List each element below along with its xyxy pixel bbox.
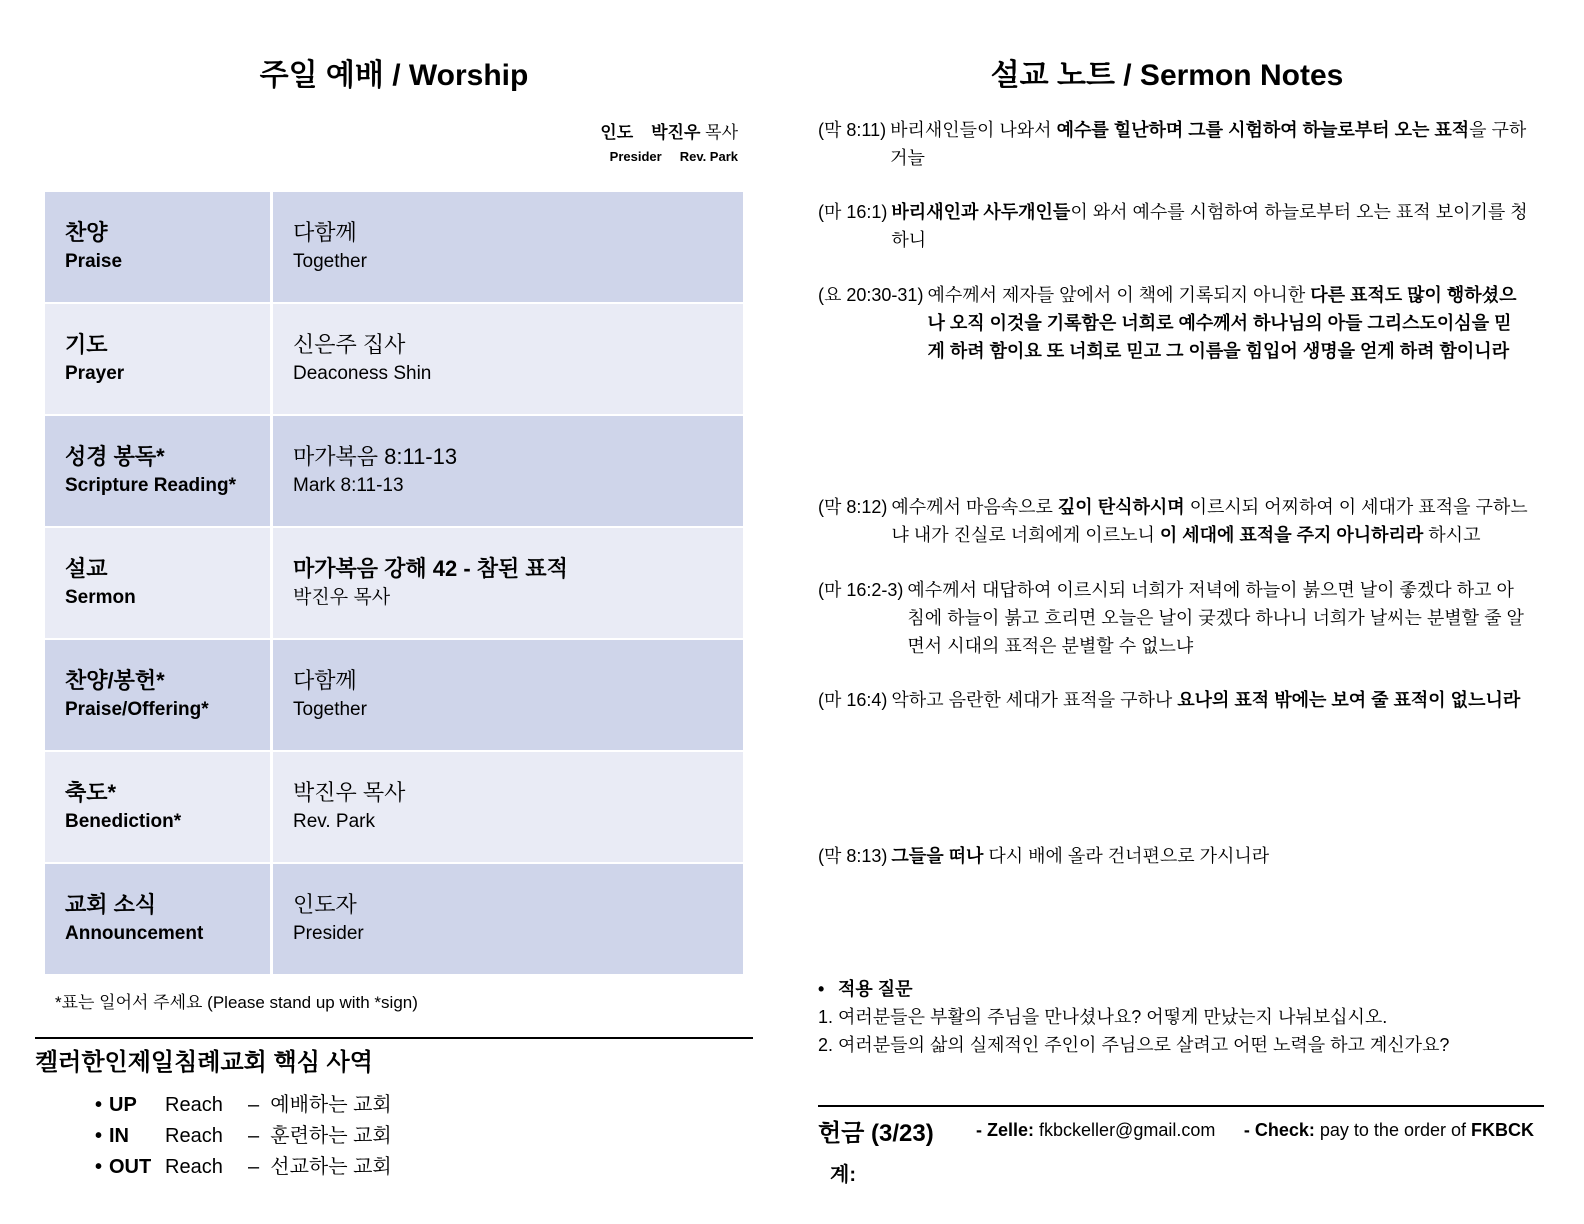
verse-text — [891, 198, 1528, 254]
order-leader-cell — [272, 415, 744, 527]
table-row — [45, 751, 743, 863]
offering-row — [818, 1113, 1544, 1147]
order-leader-en: Deaconess Shin — [293, 363, 432, 384]
verse-segment-bold: 요나의 표적 밖에는 보여 줄 표적이 없느니라 — [1177, 690, 1521, 710]
verse-segment: 예수께서 대답하여 이르시되 너희가 저녁에 하늘이 붉으면 날이 좋겠다 하고 아침에 하늘이 붉고 흐리면 오늘은 날이 궂겠다 하나니 너희가 날씨는 분별할 줄 알면서 시대의 표적은 분별할 수 없느냐 — [907, 580, 1524, 656]
verse-segment: 하시고 — [1423, 525, 1481, 545]
ministry-list — [95, 1090, 392, 1183]
ministry-key: IN — [109, 1125, 129, 1147]
list-item — [95, 1090, 392, 1121]
presider-title-ko: 목사 — [705, 123, 738, 142]
order-item-cell — [45, 303, 272, 415]
order-item-cell — [45, 639, 272, 751]
order-item-ko: 성경 봉독* — [65, 444, 165, 469]
sermon-title: 마가복음 강해 42 - 참된 표적 — [293, 556, 568, 581]
verse-ref: (마 16:4) — [818, 690, 888, 710]
sermon-preacher: 박진우 목사 — [293, 587, 391, 608]
order-item-ko: 설교 — [65, 556, 108, 581]
verse-segment-bold: 그들을 떠나 — [891, 846, 984, 866]
order-leader-ko: 박진우 목사 — [293, 780, 406, 805]
verse-text — [907, 576, 1528, 660]
order-item-cell — [45, 527, 272, 639]
order-leader-cell — [272, 527, 744, 639]
order-leader-ko: 마가복음 8:11-13 — [293, 444, 458, 469]
order-leader-cell — [272, 863, 744, 975]
application-title: 적용 질문 — [838, 979, 913, 999]
check-label: - Check: — [1243, 1120, 1315, 1140]
verse-ref: (마 16:1) — [818, 202, 888, 222]
order-leader-en: Mark 8:11-13 — [293, 475, 404, 496]
verse-text — [891, 493, 1528, 549]
order-leader-cell — [272, 639, 744, 751]
verse-segment-bold: 예수를 힐난하며 그를 시험하여 하늘로부터 오는 표적 — [1056, 120, 1470, 140]
order-item-en: Praise/Offering* — [65, 699, 209, 720]
ministry-desc: 예배하는 교회 — [270, 1094, 392, 1116]
order-leader-en: Presider — [293, 923, 364, 944]
verse-text — [891, 842, 1528, 870]
ministry-reach: Reach — [165, 1125, 223, 1147]
verse-matt-16-2 — [818, 576, 1528, 660]
order-item-ko: 축도* — [65, 780, 117, 805]
order-leader-ko: 신은주 집사 — [293, 332, 406, 357]
worship-title: 주일 예배 / Worship — [259, 59, 529, 92]
list-item: 2. 여러분들의 삶의 실제적인 주인이 주님으로 살려고 어떤 노력을 하고 계신가요? — [818, 1035, 1450, 1055]
ministry-desc: 선교하는 교회 — [270, 1156, 392, 1178]
ministry-dash: – — [248, 1156, 260, 1178]
table-row — [45, 527, 743, 639]
table-row — [45, 303, 743, 415]
ministry-desc: 훈련하는 교회 — [270, 1125, 392, 1147]
bullet-icon: • — [818, 979, 825, 999]
verse-mark-8-11 — [818, 116, 1528, 172]
verse-ref: (막 8:13) — [818, 846, 888, 866]
bullet-icon: • — [95, 1156, 103, 1178]
order-leader-ko: 다함께 — [293, 220, 357, 245]
presider-role-en: Presider — [609, 149, 662, 164]
verse-segment: 악하고 음란한 세대가 표적을 구하나 — [891, 690, 1178, 710]
order-leader-en: Together — [293, 699, 367, 720]
order-item-en: Sermon — [65, 587, 136, 608]
order-item-ko: 찬양 — [65, 220, 108, 245]
verse-ref: (막 8:12) — [818, 497, 888, 517]
presider-role-ko: 인도 — [600, 123, 634, 142]
verse-ref: (마 16:2-3) — [818, 580, 904, 600]
order-item-en: Benediction* — [65, 811, 182, 832]
offering-check — [1244, 1120, 1534, 1141]
divider-line — [818, 1105, 1544, 1107]
offering-title: 헌금 (3/23) — [818, 1120, 934, 1147]
application-heading — [818, 975, 1538, 1003]
ministry-dash: – — [248, 1094, 260, 1116]
presider-name-ko: 박진우 — [651, 123, 701, 142]
order-item-en: Prayer — [65, 363, 125, 384]
verse-segment-bold: 깊이 탄식하시며 — [1057, 497, 1185, 517]
table-row — [45, 192, 743, 303]
table-row — [45, 415, 743, 527]
order-leader-ko: 인도자 — [293, 892, 357, 917]
order-leader-en: Rev. Park — [293, 811, 376, 832]
verse-segment: 이르시되 어찌하여 이 세대가 표적을 구하느냐 내가 진실로 너희에게 이르노니 — [891, 497, 1528, 545]
order-leader-cell — [272, 303, 744, 415]
order-leader-en: Together — [293, 251, 367, 272]
verse-segment: 예수께서 마음속으로 — [891, 497, 1058, 517]
ministry-reach: Reach — [165, 1094, 223, 1116]
offering-zelle — [976, 1120, 1215, 1141]
verse-segment: 을 구하거늘 — [890, 120, 1527, 168]
order-leader-cell — [272, 192, 744, 303]
presider-name-en: Rev. Park — [679, 149, 738, 164]
divider-line — [35, 1037, 753, 1039]
bullet-icon: • — [95, 1094, 103, 1116]
order-item-cell — [45, 415, 272, 527]
verse-mark-8-12 — [818, 493, 1528, 549]
verse-ref: (요 20:30-31) — [818, 285, 924, 305]
stand-note: *표는 일어서 주세요 (Please stand up with *sign) — [55, 993, 418, 1012]
order-item-en: Praise — [65, 251, 123, 272]
order-item-en: Announcement — [65, 923, 204, 944]
list-item: 1. 여러분들은 부활의 주님을 만나셨나요? 어떻게 만났는지 나눠보십시오. — [818, 1007, 1388, 1027]
verse-segment-bold: 바리새인과 사두개인들 — [891, 202, 1071, 222]
verse-matt-16-4 — [818, 686, 1528, 714]
order-item-cell — [45, 192, 272, 303]
table-row — [45, 639, 743, 751]
ministry-reach: Reach — [165, 1156, 223, 1178]
ministry-dash: – — [248, 1125, 260, 1147]
order-item-ko: 기도 — [65, 332, 108, 357]
ministry-key: OUT — [109, 1156, 152, 1178]
check-text: pay to the order of — [1319, 1120, 1466, 1140]
check-payee: FKBCK — [1471, 1120, 1534, 1140]
order-item-cell — [45, 751, 272, 863]
verse-text — [890, 116, 1528, 172]
order-item-ko: 교회 소식 — [65, 892, 157, 917]
table-row — [45, 863, 743, 975]
verse-segment-bold: 다른 표적도 많이 행하셨으나 오직 이것을 기록함은 너희로 예수께서 하나님의 아들 그리스도이심을 믿게 하려 함이요 또 너희로 믿고 그 이름을 힘입어 생명을 얻게 하려 함이니라 — [927, 285, 1517, 361]
order-item-ko: 찬양/봉헌* — [65, 668, 165, 693]
list-item — [95, 1152, 392, 1183]
list-item — [95, 1121, 392, 1152]
verse-mark-8-13 — [818, 842, 1528, 870]
sermon-notes-title: 설교 노트 / Sermon Notes — [990, 59, 1344, 92]
zelle-email: fkbckeller@gmail.com — [1039, 1120, 1216, 1140]
verse-segment: 이 와서 예수를 시험하여 하늘로부터 오는 표적 보이기를 청하니 — [891, 202, 1528, 250]
order-leader-cell — [272, 751, 744, 863]
verse-segment: 예수께서 제자들 앞에서 이 책에 기록되지 아니한 — [927, 285, 1311, 305]
verse-matt-16-1 — [818, 198, 1528, 254]
order-item-en: Scripture Reading* — [65, 475, 237, 496]
ministry-key: UP — [109, 1094, 137, 1116]
bullet-icon: • — [95, 1125, 103, 1147]
order-leader-ko: 다함께 — [293, 668, 357, 693]
presider-block — [560, 118, 738, 164]
ministry-title: 켈러한인제일침례교회 핵심 사역 — [35, 1049, 373, 1076]
verse-john-20-30 — [818, 281, 1528, 365]
order-item-cell — [45, 863, 272, 975]
verse-ref: (막 8:11) — [818, 120, 887, 140]
application-questions — [818, 975, 1538, 1059]
order-of-worship-table — [45, 192, 743, 976]
verse-segment: 다시 배에 올라 건너편으로 가시니라 — [983, 846, 1270, 866]
verse-text — [891, 686, 1528, 714]
zelle-label: - Zelle: — [976, 1120, 1035, 1140]
offering-total-label: 계: — [830, 1164, 856, 1186]
verse-segment: 바리새인들이 나와서 — [890, 120, 1057, 140]
verse-text — [927, 281, 1528, 365]
verse-segment-bold: 이 세대에 표적을 주지 아니하리라 — [1159, 525, 1424, 545]
